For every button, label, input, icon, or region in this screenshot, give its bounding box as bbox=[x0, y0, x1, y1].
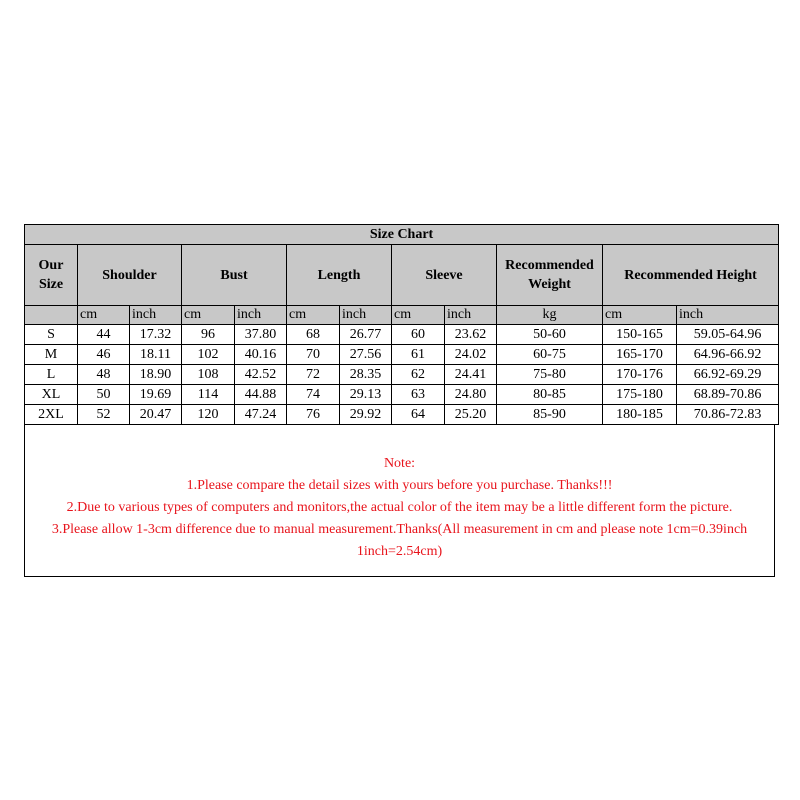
table-row bbox=[25, 325, 779, 345]
table-cell: 76 bbox=[287, 405, 340, 425]
table-row bbox=[25, 405, 779, 425]
unit-cell: kg bbox=[497, 306, 603, 325]
table-cell: 170-176 bbox=[603, 365, 677, 385]
table-cell: 102 bbox=[182, 345, 235, 365]
table-title: Size Chart bbox=[25, 225, 779, 245]
header-length: Length bbox=[287, 245, 392, 306]
unit-cell: inch bbox=[445, 306, 497, 325]
table-cell: 42.52 bbox=[235, 365, 287, 385]
table-cell: 85-90 bbox=[497, 405, 603, 425]
note-line: 3.Please allow 1-3cm difference due to manual measurement.Thanks(All measurement in cm and please note 1cm=0.39inch bbox=[51, 522, 748, 537]
table-cell: 52 bbox=[78, 405, 130, 425]
table-cell: 68.89-70.86 bbox=[677, 385, 779, 405]
table-cell: 75-80 bbox=[497, 365, 603, 385]
table-cell: 24.80 bbox=[445, 385, 497, 405]
table-cell: 46 bbox=[78, 345, 130, 365]
unit-cell: cm bbox=[182, 306, 235, 325]
unit-cell: cm bbox=[78, 306, 130, 325]
table-cell: 24.02 bbox=[445, 345, 497, 365]
header-shoulder: Shoulder bbox=[78, 245, 182, 306]
notes-section bbox=[25, 453, 774, 563]
table-cell: 74 bbox=[287, 385, 340, 405]
table-cell: 108 bbox=[182, 365, 235, 385]
table-cell: 40.16 bbox=[235, 345, 287, 365]
table-cell: 18.11 bbox=[130, 345, 182, 365]
table-cell: 72 bbox=[287, 365, 340, 385]
table-cell: 18.90 bbox=[130, 365, 182, 385]
note-line: 2.Due to various types of computers and monitors,the actual color of the item may be a little different form the picture. bbox=[66, 500, 733, 515]
table-row bbox=[25, 365, 779, 385]
table-cell: 24.41 bbox=[445, 365, 497, 385]
table-cell: 64 bbox=[392, 405, 445, 425]
table-cell: 96 bbox=[182, 325, 235, 345]
table-cell: 70 bbox=[287, 345, 340, 365]
table-cell: 47.24 bbox=[235, 405, 287, 425]
size-cell: XL bbox=[25, 385, 78, 405]
unit-cell: cm bbox=[603, 306, 677, 325]
size-cell: L bbox=[25, 365, 78, 385]
table-cell: 59.05-64.96 bbox=[677, 325, 779, 345]
size-cell: S bbox=[25, 325, 78, 345]
table-cell: 29.13 bbox=[340, 385, 392, 405]
table-cell: 23.62 bbox=[445, 325, 497, 345]
unit-cell: cm bbox=[287, 306, 340, 325]
table-cell: 68 bbox=[287, 325, 340, 345]
table-cell: 114 bbox=[182, 385, 235, 405]
header-sleeve: Sleeve bbox=[392, 245, 497, 306]
table-cell: 28.35 bbox=[340, 365, 392, 385]
header-recommended-weight: Recommended Weight bbox=[497, 245, 603, 306]
table-cell: 61 bbox=[392, 345, 445, 365]
unit-cell-blank bbox=[25, 306, 78, 325]
size-cell: M bbox=[25, 345, 78, 365]
table-cell: 25.20 bbox=[445, 405, 497, 425]
size-chart bbox=[24, 224, 775, 577]
table-row bbox=[25, 385, 779, 405]
table-cell: 37.80 bbox=[235, 325, 287, 345]
size-cell: 2XL bbox=[25, 405, 78, 425]
table-cell: 80-85 bbox=[497, 385, 603, 405]
units-row bbox=[25, 306, 779, 325]
table-cell: 66.92-69.29 bbox=[677, 365, 779, 385]
unit-cell: inch bbox=[340, 306, 392, 325]
unit-cell: inch bbox=[235, 306, 287, 325]
unit-cell: inch bbox=[677, 306, 779, 325]
table-cell: 20.47 bbox=[130, 405, 182, 425]
table-cell: 44 bbox=[78, 325, 130, 345]
table-cell: 165-170 bbox=[603, 345, 677, 365]
unit-cell: cm bbox=[392, 306, 445, 325]
header-recommended-height: Recommended Height bbox=[603, 245, 779, 306]
table-cell: 27.56 bbox=[340, 345, 392, 365]
table-cell: 19.69 bbox=[130, 385, 182, 405]
table-cell: 62 bbox=[392, 365, 445, 385]
table-cell: 175-180 bbox=[603, 385, 677, 405]
table-cell: 60-75 bbox=[497, 345, 603, 365]
header-our-size: Our Size bbox=[25, 245, 78, 306]
table-cell: 60 bbox=[392, 325, 445, 345]
unit-cell: inch bbox=[130, 306, 182, 325]
table-cell: 50-60 bbox=[497, 325, 603, 345]
table-cell: 17.32 bbox=[130, 325, 182, 345]
table-cell: 150-165 bbox=[603, 325, 677, 345]
table-cell: 50 bbox=[78, 385, 130, 405]
note-line: 1.Please compare the detail sizes with yours before you purchase. Thanks!!! bbox=[186, 478, 613, 493]
size-chart-table bbox=[24, 224, 779, 425]
header-bust: Bust bbox=[182, 245, 287, 306]
table-cell: 63 bbox=[392, 385, 445, 405]
table-row bbox=[25, 345, 779, 365]
table-cell: 180-185 bbox=[603, 405, 677, 425]
table-cell: 120 bbox=[182, 405, 235, 425]
notes-heading: Note: bbox=[383, 456, 416, 471]
table-cell: 44.88 bbox=[235, 385, 287, 405]
table-cell: 70.86-72.83 bbox=[677, 405, 779, 425]
table-cell: 29.92 bbox=[340, 405, 392, 425]
table-cell: 26.77 bbox=[340, 325, 392, 345]
note-line: 1inch=2.54cm) bbox=[356, 544, 443, 559]
table-cell: 64.96-66.92 bbox=[677, 345, 779, 365]
table-cell: 48 bbox=[78, 365, 130, 385]
